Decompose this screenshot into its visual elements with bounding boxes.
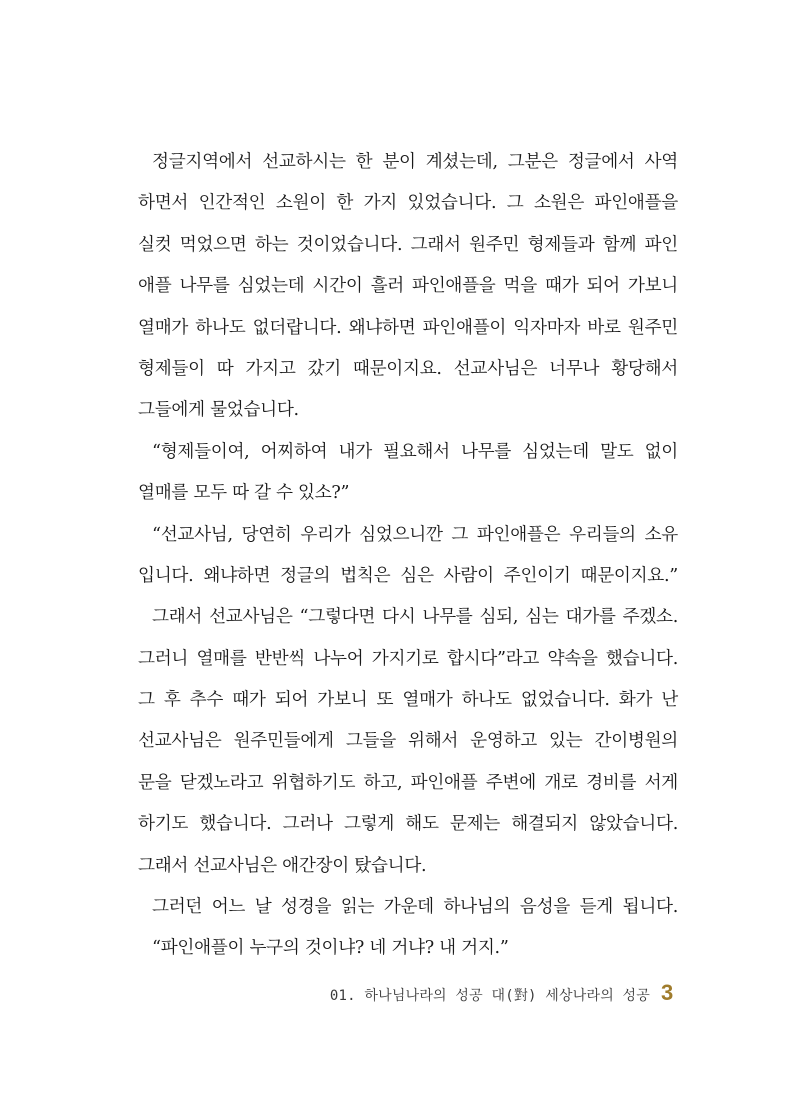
body-line: “형제들이여, 어찌하여 내가 필요해서 나무를 심었는데 말도 없이 — [152, 441, 678, 462]
body-line: 열매를 모두 따 갈 수 있소?” — [138, 483, 350, 504]
body-line: 애플 나무를 심었는데 시간이 흘러 파인애플을 먹을 때가 되어 가보니 — [138, 276, 678, 297]
body-line: 선교사님은 원주민들에게 그들을 위해서 운영하고 있는 간이병원의 — [138, 731, 678, 752]
body-line: “파인애플이 누구의 것이냐? 네 거냐? 내 거지.” — [152, 938, 509, 959]
page-number: 3 — [661, 980, 674, 1005]
running-footer-title: 01. 하나님나라의 성공 대(對) 세상나라의 성공 — [329, 988, 650, 1004]
body-line: 입니다. 왜냐하면 정글의 법칙은 심은 사람이 주인이기 때문이지요.” — [138, 565, 678, 586]
body-line: 그들에게 물었습니다. — [138, 400, 299, 421]
body-line: 그러던 어느 날 성경을 읽는 가운데 하나님의 음성을 듣게 됩니다. — [152, 897, 678, 918]
body-line: 정글지역에서 선교하시는 한 분이 계셨는데, 그분은 정글에서 사역 — [152, 152, 678, 172]
body-line: 그래서 선교사님은 “그렇다면 다시 나무를 심되, 심는 대가를 주겠소. — [152, 607, 678, 628]
body-line: 형제들이 따 가지고 갔기 때문이지요. 선교사님은 너무나 황당해서 — [138, 358, 678, 379]
body-line: 하면서 인간적인 소원이 한 가지 있었습니다. 그 소원은 파인애플을 — [138, 193, 678, 214]
body-line: 문을 닫겠노라고 위협하기도 하고, 파인애플 주변에 개로 경비를 서게 — [138, 772, 678, 793]
body-line: 실컷 먹었으면 하는 것이었습니다. 그래서 원주민 형제들과 함께 파인 — [138, 234, 678, 255]
body-line: 그래서 선교사님은 애간장이 탔습니다. — [138, 855, 427, 876]
body-line: 그러니 열매를 반반씩 나누어 가지기로 합시다”라고 약속을 했습니다. — [138, 648, 678, 669]
body-line: 열매가 하나도 없더랍니다. 왜냐하면 파인애플이 익자마자 바로 원주민 — [138, 317, 678, 338]
body-text — [138, 142, 678, 970]
body-line: 하기도 했습니다. 그러나 그렇게 해도 문제는 해결되지 않았습니다. — [138, 814, 678, 835]
body-line: “선교사님, 당연히 우리가 심었으니깐 그 파인애플은 우리들의 소유 — [152, 524, 678, 545]
body-line: 그 후 추수 때가 되어 가보니 또 열매가 하나도 없었습니다. 화가 난 — [138, 690, 678, 711]
